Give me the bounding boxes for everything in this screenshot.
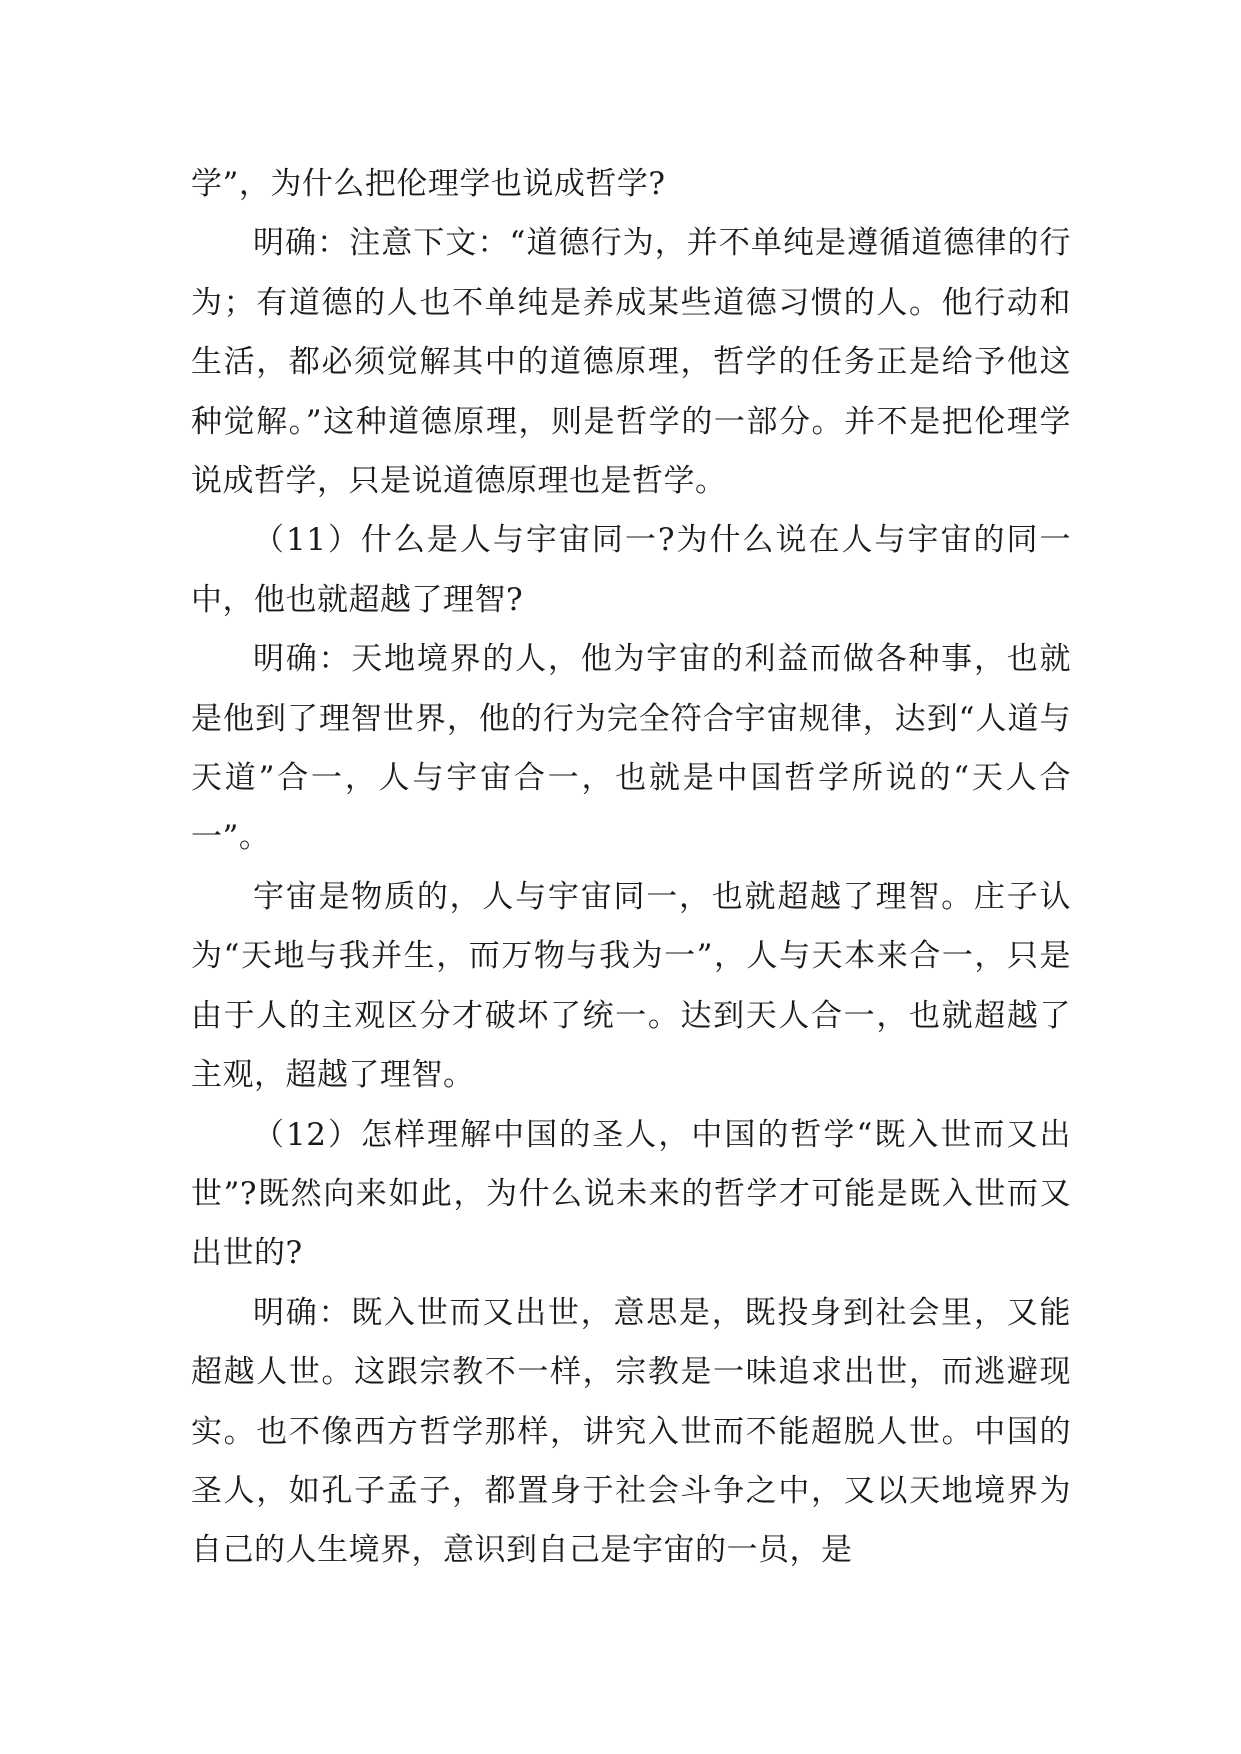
paragraph-6: （12）怎样理解中国的圣人，中国的哲学“既入世而又出世”?既然向来如此，为什么说未来的哲学才可能是既入世而又出世的? — [191, 1116, 1071, 1272]
paragraph-3: （11）什么是人与宇宙同一?为什么说在人与宇宙的同一中，他也就超越了理智? — [191, 522, 1071, 618]
paragraph-5: 宇宙是物质的，人与宇宙同一，也就超越了理智。庄子认为“天地与我并生，而万物与我为一”，人与天本来合一，只是由于人的主观区分才破坏了统一。达到天人合一，也就超越了主观，超越了理智。 — [191, 878, 1071, 1094]
paragraph-7: 明确：既入世而又出世，意思是，既投身到社会里，又能超越人世。这跟宗教不一样，宗教是一味追求出世，而逃避现实。也不像西方哲学那样，讲究入世而不能超脱人世。中国的圣人，如孔子孟子，都置身于社会斗争之中，又以天地境界为自己的人生境界，意识到自己是宇宙的一员，是 — [191, 1294, 1071, 1569]
paragraph-2: 明确：注意下文：“道德行为，并不单纯是遵循道德律的行为；有道德的人也不单纯是养成某些道德习惯的人。他行动和生活，都必须觉解其中的道德原理，哲学的任务正是给予他这种觉解。”这种道德原理，则是哲学的一部分。并不是把伦理学说成哲学，只是说道德原理也是哲学。 — [191, 225, 1071, 500]
body-text — [191, 155, 1071, 1581]
paragraph-1: 学”，为什么把伦理学也说成哲学? — [191, 166, 666, 202]
paragraph-4: 明确：天地境界的人，他为宇宙的利益而做各种事，也就是他到了理智世界，他的行为完全符合宇宙规律，达到“人道与天道”合一，人与宇宙合一，也就是中国哲学所说的“天人合一”。 — [191, 641, 1071, 856]
